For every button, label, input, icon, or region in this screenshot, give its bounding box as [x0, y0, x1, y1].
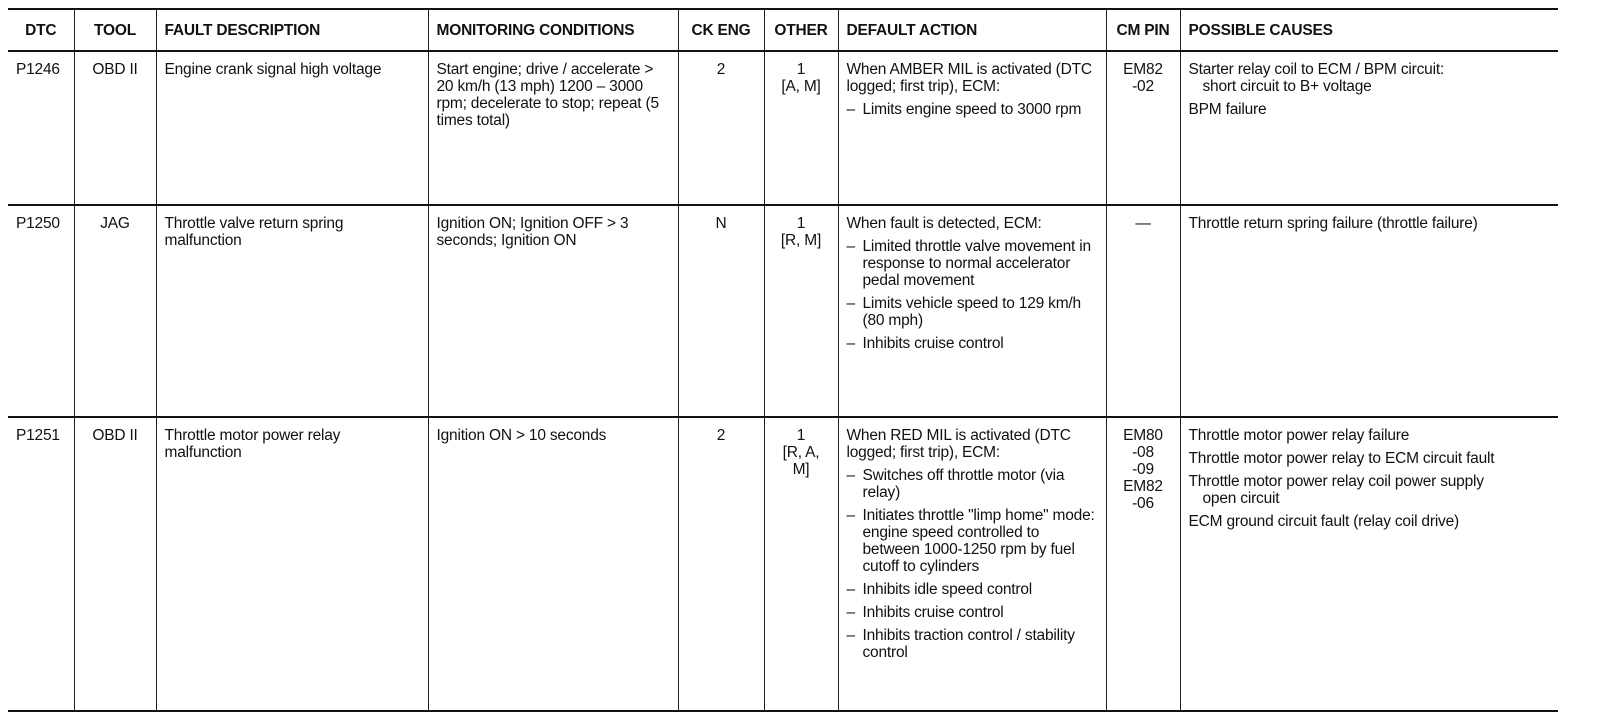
other-cell — [764, 205, 838, 417]
header-tool: TOOL — [74, 9, 156, 51]
cause-item — [1189, 101, 1551, 118]
action-item — [847, 295, 1098, 329]
header-row — [8, 9, 1558, 51]
action-item — [847, 581, 1098, 598]
other-flags: [A, M] — [781, 78, 821, 95]
other-flags: [R, A, M] — [782, 444, 820, 478]
action-text: Inhibits traction control / stability control — [862, 627, 1075, 661]
other-flags: [R, M] — [780, 232, 822, 249]
tool-cell: JAG — [74, 205, 156, 417]
cause-item — [1189, 473, 1551, 507]
action-text: Inhibits idle speed control — [862, 581, 1033, 598]
cm-pin-cell — [1106, 417, 1180, 711]
header-default-action: DEFAULT ACTION — [838, 9, 1106, 51]
header-other: OTHER — [764, 9, 838, 51]
cause-item — [1189, 61, 1551, 95]
other-cell — [764, 417, 838, 711]
cause-subtext: open circuit — [1202, 490, 1280, 507]
action-list — [847, 101, 1098, 118]
action-item — [847, 335, 1098, 352]
header-dtc: DTC — [8, 9, 74, 51]
header-possible-causes: POSSIBLE CAUSES — [1180, 9, 1558, 51]
tool-cell: OBD II — [74, 417, 156, 711]
pin-value: EM82 — [1123, 478, 1163, 495]
action-text: Limited throttle valve movement in response to normal accelerator pedal movement — [862, 238, 1091, 289]
cause-text: ECM ground circuit fault (relay coil drive) — [1188, 513, 1459, 530]
cm-pin-cell — [1106, 205, 1180, 417]
action-text: Inhibits cruise control — [862, 335, 1004, 352]
action-list — [847, 238, 1098, 352]
possible-causes-cell — [1180, 205, 1558, 417]
cause-text: Starter relay coil to ECM / BPM circuit: — [1188, 61, 1445, 78]
other-code: 1 — [796, 61, 806, 78]
default-action-cell — [838, 205, 1106, 417]
default-action-cell — [838, 51, 1106, 205]
action-item — [847, 101, 1098, 118]
cause-item — [1189, 513, 1551, 530]
action-intro: When AMBER MIL is activated (DTC logged; first trip), ECM: — [846, 61, 1092, 95]
header-ck-eng: CK ENG — [678, 9, 764, 51]
dash-bullet: – — [846, 581, 855, 598]
cause-text: Throttle motor power relay failure — [1188, 427, 1410, 444]
default-action-cell — [838, 417, 1106, 711]
header-cm-pin: CM PIN — [1106, 9, 1180, 51]
dtc-code: P1246 — [8, 51, 74, 205]
ck-eng-cell: N — [678, 205, 764, 417]
pin-value: — — [1135, 215, 1151, 232]
monitoring-conditions: Ignition ON > 10 seconds — [428, 417, 678, 711]
dtc-code: P1251 — [8, 417, 74, 711]
pin-value: -06 — [1132, 495, 1154, 512]
action-text: Switches off throttle motor (via relay) — [862, 467, 1065, 501]
action-item — [847, 467, 1098, 501]
cause-text: Throttle return spring failure (throttle failure) — [1188, 215, 1478, 232]
other-code: 1 — [796, 215, 806, 232]
header-fault-description: FAULT DESCRIPTION — [156, 9, 428, 51]
action-text: Inhibits cruise control — [862, 604, 1004, 621]
table-row — [8, 417, 1558, 711]
cause-text: Throttle motor power relay to ECM circuit fault — [1188, 450, 1495, 467]
other-code: 1 — [796, 427, 806, 444]
cm-pin-cell — [1106, 51, 1180, 205]
action-item — [847, 238, 1098, 289]
dtc-code: P1250 — [8, 205, 74, 417]
table-row — [8, 51, 1558, 205]
monitoring-conditions: Start engine; drive / accelerate > 20 km/h (13 mph) 1200 – 3000 rpm; decelerate to stop; repeat (5 times total) — [428, 51, 678, 205]
possible-causes-cell — [1180, 417, 1558, 711]
pin-value: -08 — [1132, 444, 1154, 461]
cause-item — [1189, 450, 1551, 467]
action-text: Initiates throttle "limp home" mode: engine speed controlled to between 1000-1250 rpm by fuel cutoff to cylinders — [862, 507, 1095, 575]
cause-item — [1189, 427, 1551, 444]
other-cell — [764, 51, 838, 205]
action-list — [847, 467, 1098, 661]
fault-description: Engine crank signal high voltage — [156, 51, 428, 205]
action-intro: When RED MIL is activated (DTC logged; first trip), ECM: — [846, 427, 1071, 461]
tool-cell: OBD II — [74, 51, 156, 205]
cause-item — [1189, 215, 1551, 232]
monitoring-conditions: Ignition ON; Ignition OFF > 3 seconds; Ignition ON — [428, 205, 678, 417]
dash-bullet: – — [846, 295, 855, 312]
action-item — [847, 627, 1098, 661]
possible-causes-cell — [1180, 51, 1558, 205]
action-item — [847, 507, 1098, 575]
action-text: Limits engine speed to 3000 rpm — [862, 101, 1082, 118]
action-text: Limits vehicle speed to 129 km/h (80 mph) — [862, 295, 1081, 329]
dash-bullet: – — [846, 627, 855, 644]
pin-value: EM82 — [1123, 61, 1163, 78]
fault-description: Throttle valve return spring malfunction — [156, 205, 428, 417]
fault-description: Throttle motor power relay malfunction — [156, 417, 428, 711]
dash-bullet: – — [846, 101, 855, 118]
ck-eng-cell: 2 — [678, 417, 764, 711]
action-item — [847, 604, 1098, 621]
table-row — [8, 205, 1558, 417]
pin-value: EM80 — [1123, 427, 1163, 444]
dash-bullet: – — [846, 507, 855, 524]
cause-subtext: short circuit to B+ voltage — [1202, 78, 1372, 95]
pin-value: -02 — [1132, 78, 1154, 95]
action-intro: When fault is detected, ECM: — [846, 215, 1042, 232]
header-monitoring-conditions: MONITORING CONDITIONS — [428, 9, 678, 51]
dash-bullet: – — [846, 238, 855, 255]
cause-text: Throttle motor power relay coil power supply — [1188, 473, 1484, 490]
ck-eng-cell: 2 — [678, 51, 764, 205]
cause-text: BPM failure — [1188, 101, 1267, 118]
pin-value: -09 — [1132, 461, 1154, 478]
dash-bullet: – — [846, 467, 855, 484]
dash-bullet: – — [846, 335, 855, 352]
dash-bullet: – — [846, 604, 855, 621]
dtc-table — [8, 8, 1558, 712]
